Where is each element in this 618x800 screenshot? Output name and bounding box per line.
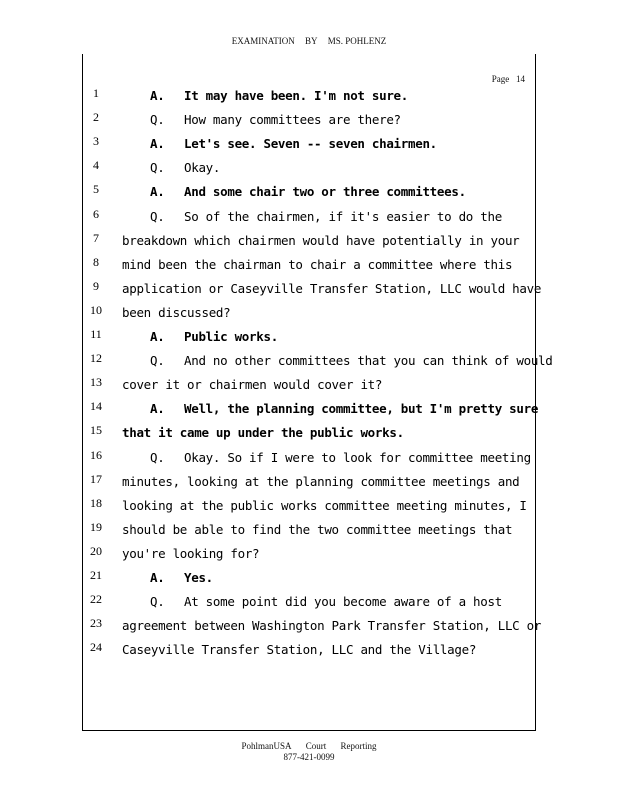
line-body: Public works. <box>184 329 278 344</box>
line-number: 14 <box>90 399 102 414</box>
transcript-line <box>0 279 618 303</box>
page-number-value: 14 <box>516 74 525 84</box>
transcript-line <box>0 544 618 568</box>
line-number: 18 <box>90 495 102 510</box>
line-number: 20 <box>90 543 102 558</box>
speaker-label: A. <box>150 570 165 585</box>
transcript-line <box>0 520 618 544</box>
line-text <box>122 474 519 489</box>
line-number: 5 <box>93 182 99 197</box>
line-text <box>122 498 527 513</box>
line-number: 9 <box>93 278 99 293</box>
line-text <box>150 88 408 103</box>
line-body: minutes, looking at the planning committee meetings and <box>122 473 520 489</box>
line-text <box>150 112 401 127</box>
page-header <box>0 36 618 46</box>
line-body: How many committees are there? <box>184 112 401 128</box>
line-number: 8 <box>93 254 99 269</box>
line-body: Okay. <box>184 160 221 176</box>
transcript-line <box>0 472 618 496</box>
line-body: cover it or chairmen would cover it? <box>122 377 383 393</box>
transcript-line <box>0 448 618 472</box>
line-text <box>122 546 259 561</box>
line-text <box>122 233 519 248</box>
footer-word2: Reporting <box>340 741 377 751</box>
transcript-line <box>0 568 618 592</box>
line-text <box>122 281 541 296</box>
line-number: 13 <box>90 375 102 390</box>
speaker-label: Q. <box>150 353 165 369</box>
line-number: 17 <box>90 471 102 486</box>
transcript-line <box>0 303 618 327</box>
transcript-line <box>0 375 618 399</box>
line-body: And some chair two or three committees. <box>184 184 466 200</box>
speaker-label: A. <box>150 401 165 417</box>
footer-word1: Court <box>305 741 327 751</box>
transcript-line <box>0 255 618 279</box>
transcript-line <box>0 640 618 664</box>
transcript-line <box>0 496 618 520</box>
line-number: 23 <box>90 616 102 631</box>
line-number: 2 <box>93 110 99 125</box>
line-body: application or Caseyville Transfer Station, LLC would have <box>122 280 542 296</box>
speaker-label: Q. <box>150 112 165 128</box>
line-body: should be able to find the two committee meetings that <box>122 521 513 537</box>
line-number: 7 <box>93 230 99 245</box>
transcript-line <box>0 399 618 423</box>
line-body: Okay. So if I were to look for committee meeting <box>184 449 531 465</box>
line-number: 24 <box>90 640 102 655</box>
transcript-line <box>0 182 618 206</box>
line-number: 10 <box>90 302 102 317</box>
speaker-label: A. <box>150 184 165 200</box>
line-number: 21 <box>90 568 102 582</box>
line-number: 16 <box>90 447 102 462</box>
speaker-label: Q. <box>150 594 165 610</box>
footer-phone: 877-421-0099 <box>283 752 335 762</box>
line-text <box>150 353 553 368</box>
line-number: 15 <box>90 423 102 438</box>
line-text <box>150 136 437 151</box>
line-text <box>122 618 541 633</box>
speaker-label: Q. <box>150 208 165 224</box>
footer-company: PohlmanUSA <box>241 741 292 751</box>
speaker-label: Q. <box>150 449 165 465</box>
line-body: Caseyville Transfer Station, LLC and the Village? <box>122 642 477 658</box>
line-text <box>122 642 476 657</box>
line-text <box>150 209 502 224</box>
line-number: 12 <box>90 351 102 366</box>
line-body: At some point did you become aware of a host <box>184 594 502 610</box>
line-text <box>122 305 230 320</box>
transcript-line <box>0 158 618 182</box>
line-number: 22 <box>90 592 102 607</box>
line-text <box>150 160 220 175</box>
line-number: 11 <box>90 327 102 341</box>
transcript-line <box>0 616 618 640</box>
speaker-label: A. <box>150 136 165 152</box>
transcript-line <box>0 327 618 351</box>
transcript-line <box>0 110 618 134</box>
transcript-line <box>0 351 618 375</box>
line-number: 19 <box>90 519 102 534</box>
line-text <box>122 377 382 392</box>
page-footer <box>0 741 618 763</box>
line-body: Well, the planning committee, but I'm pretty sure <box>184 401 539 417</box>
line-number: 3 <box>93 134 99 149</box>
line-text <box>150 450 531 465</box>
speaker-label: A. <box>150 329 165 344</box>
line-body: It may have been. I'm not sure. <box>184 88 408 103</box>
line-text <box>150 570 213 585</box>
line-text <box>150 329 278 344</box>
transcript-line <box>0 86 618 110</box>
line-text <box>150 184 466 199</box>
line-body: Yes. <box>184 570 213 585</box>
line-text <box>122 522 512 537</box>
header-section: EXAMINATION <box>231 36 295 46</box>
line-body: mind been the chairman to chair a committee where this <box>122 256 513 272</box>
line-body: looking at the public works committee meeting minutes, I <box>122 497 527 513</box>
transcript-line <box>0 592 618 616</box>
line-body: that it came up under the public works. <box>122 425 404 441</box>
header-examiner: MS. POHLENZ <box>327 36 387 46</box>
line-text <box>122 257 512 272</box>
line-body: breakdown which chairmen would have potentially in your <box>122 232 520 248</box>
page-label: Page <box>491 74 510 84</box>
transcript-line <box>0 423 618 447</box>
speaker-label: A. <box>150 88 165 103</box>
page-number <box>492 74 525 84</box>
transcript-line <box>0 207 618 231</box>
line-text <box>122 425 404 440</box>
line-body: been discussed? <box>122 304 231 320</box>
line-number: 4 <box>93 158 99 173</box>
transcript-line <box>0 231 618 255</box>
line-body: you're looking for? <box>122 545 260 561</box>
header-by: BY <box>304 36 318 46</box>
line-body: agreement between Washington Park Transfer Station, LLC or <box>122 618 542 634</box>
line-number: 1 <box>93 86 99 100</box>
line-text <box>150 401 538 416</box>
line-number: 6 <box>93 206 99 221</box>
line-body: So of the chairmen, if it's easier to do the <box>184 208 502 224</box>
line-body: And no other committees that you can think of would <box>184 353 553 369</box>
speaker-label: Q. <box>150 160 165 176</box>
line-text <box>150 594 502 609</box>
line-body: Let's see. Seven -- seven chairmen. <box>184 136 437 152</box>
transcript-line <box>0 134 618 158</box>
